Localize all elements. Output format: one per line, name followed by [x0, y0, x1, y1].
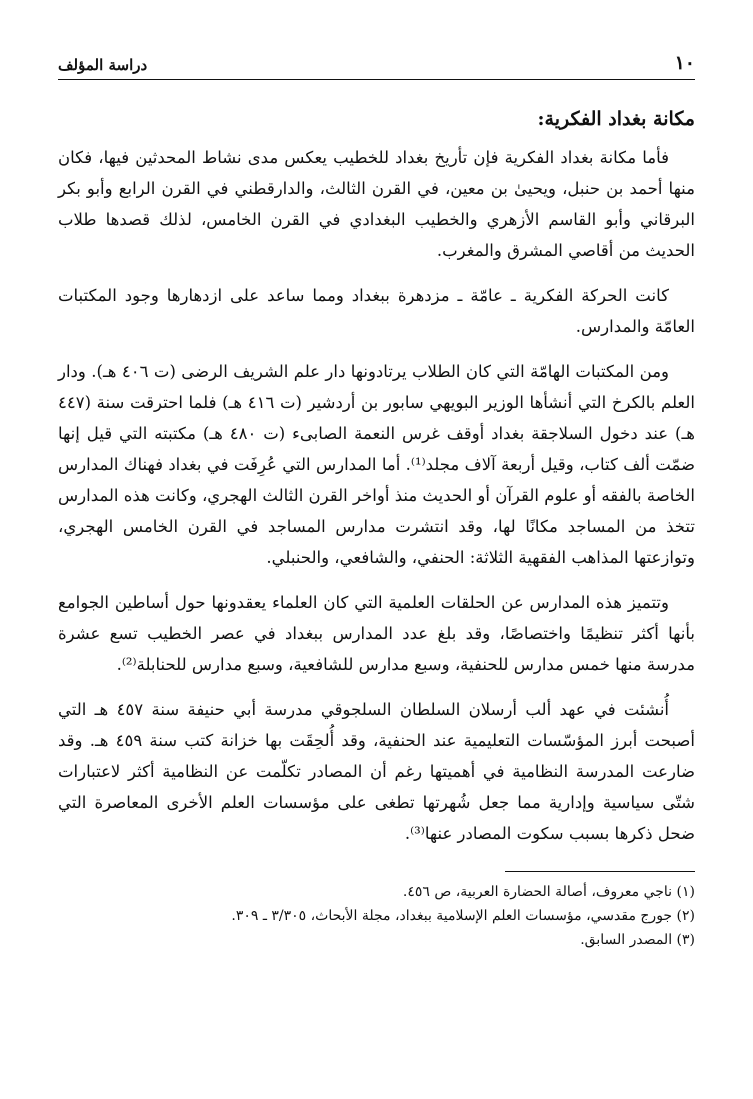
section-heading: مكانة بغداد الفكرية: [537, 108, 695, 130]
footnote: (١) ناجي معروف، أصالة الحضارة العربية، ص ٤٥٦. [402, 884, 695, 900]
paragraph: فأما مكانة بغداد الفكرية فإن تأريخ بغداد للخطيب يعكس مدى نشاط المحدثين فيها، فكان منها أحمد بن حنبل، ويحيىٰ بن معين، في القرن الثالث، والدارقطني في القرن الرابع وأبو بكر البرقاني وأبو القاسم الأزهري والخطيب البغدادي في القرن الخامس، لذلك قصدها طلاب الحديث من أقاصي المشرق والمغرب. [58, 148, 696, 260]
paragraph: وتتميز هذه المدارس عن الحلقات العلمية التي كان العلماء يعقدونها حول أساطين الجوامع بأنها أكثر تنظيمًا واختصاصًا، وقد بلغ عدد المدارس ببغداد في عصر الخطيب تسع عشرة مدرسة منها خمس مدارس للحنفية، وسبع مدارس للشافعية، وسبع مدارس للحنابلة⁽²⁾. [58, 593, 695, 674]
running-title: دراسة المؤلف [58, 56, 148, 74]
footnote: (٣) المصدر السابق. [580, 932, 695, 948]
paragraph: كانت الحركة الفكرية ـ عامّة ـ مزدهرة ببغداد ومما ساعد على ازدهارها وجود المكتبات العامّة والمدارس. [58, 286, 695, 336]
paragraph: ومن المكتبات الهامّة التي كان الطلاب يرتادونها دار علم الشريف الرضى (ت ٤٠٦ هـ). ودار العلم بالكرخ التي أنشأها الوزير البويهي سابور بن أردشير (ت ٤١٦ هـ) فلما احترقت سنة (٤٤٧ هـ) عند دخول السلاجقة بغداد أوقف غرس النعمة الصابىء (ت ٤٨٠ هـ) مكتبته التي قيل إنها ضمّت ألف كتاب، وقيل أربعة آلاف مجلد⁽¹⁾. أما المدارس التي عُرِفَت في بغداد فهناك المدارس الخاصة بالفقه أو علوم القرآن أو الحديث منذ أواخر القرن الثالث الهجري، وكانت هذه المدارس تتخذ من المساجد مكانًا لها، وقد انتشرت مدارس المساجد في القرن الخامس الهجري، وتوازعتها المذاهب الفقهية الثلاثة: الحنفي، والشافعي، والحنبلي. [58, 362, 696, 567]
paragraph: أُنشئت في عهد ألب أرسلان السلطان السلجوقي مدرسة أبي حنيفة سنة ٤٥٧ هـ التي أصبحت أبرز المؤسّسات التعليمية عند الحنفية، وقد أُلحِقَت بها خزانة كتب سنة ٤٥٩ هـ. وقد ضارعت المدرسة النظامية في أهميتها رغم أن المصادر تكلّمت عن النظامية أكثر لاعتبارات شتّى سياسية وإدارية مما جعل شُهرتها تطغى على مؤسسات العلم الأخرى المعاصرة التي ضحل ذكرها بسبب سكوت المصادر عنها⁽³⁾. [58, 700, 695, 843]
running-head [58, 52, 695, 80]
body-text [58, 142, 695, 849]
footnotes [58, 880, 695, 952]
footnote: (٢) جورج مقدسي، مؤسسات العلم الإسلامية ببغداد، مجلة الأبحاث، ٣/٣٠٥ ـ ٣٠٩. [231, 908, 695, 924]
footnote-divider [505, 871, 695, 872]
page-number: ١٠ [674, 52, 695, 74]
